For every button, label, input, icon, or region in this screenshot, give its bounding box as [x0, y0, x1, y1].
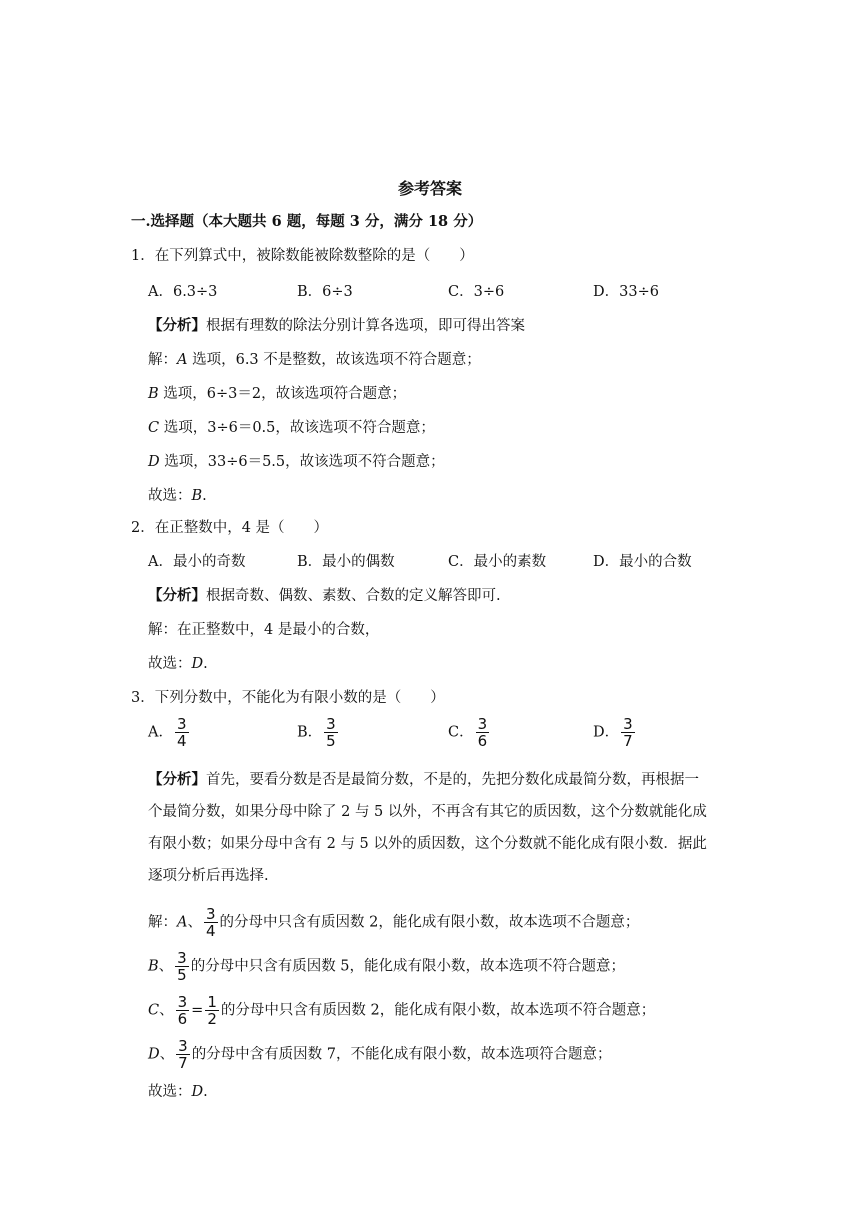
- option-letter: D: [148, 1046, 160, 1063]
- numerator: 1: [207, 993, 217, 1011]
- solution-text: 选项，33÷6＝5.5，故该选项不符合题意；: [159, 454, 445, 470]
- q3-option-c: [448, 716, 491, 749]
- numerator: 3: [177, 993, 188, 1011]
- denominator: 6: [177, 1010, 188, 1028]
- option-letter: B: [148, 386, 159, 402]
- denominator: 4: [205, 922, 216, 940]
- denominator: 6: [477, 732, 488, 750]
- q2-option-c: C．最小的素数: [448, 554, 547, 570]
- solution-text: 选项，6÷3＝2，故该选项符合题意；: [158, 386, 407, 402]
- section-heading: 一.选择题（本大题共 6 题，每题 3 分，满分 18 分）: [131, 213, 483, 230]
- separator: 、: [159, 1002, 174, 1019]
- q3-solution-a: [148, 906, 639, 939]
- fraction: [205, 994, 219, 1027]
- q3-analysis-line-1: [148, 770, 699, 790]
- option-letter: A: [177, 352, 188, 368]
- answer-prefix: 故选：: [148, 1084, 192, 1100]
- q2-answer: [148, 654, 208, 674]
- answer-suffix: .: [203, 1084, 208, 1100]
- denominator: 5: [326, 732, 336, 750]
- fraction: [621, 716, 635, 749]
- separator: 、: [158, 958, 174, 975]
- q1-solution-b: [148, 384, 406, 404]
- q3-analysis-line-3: 有限小数；如果分母中含有 2 与 5 以外的质因数，这个分数就不能化成有限小数．据此: [148, 836, 707, 852]
- page-title: 参考答案: [397, 179, 462, 198]
- q1-option-c: C．3÷6: [448, 284, 505, 300]
- denominator: 4: [176, 732, 187, 750]
- solution-prefix: 解：: [148, 352, 177, 368]
- numerator: 3: [177, 949, 187, 967]
- q2-analysis: [148, 586, 501, 606]
- answer-letter: D: [191, 1084, 204, 1100]
- option-label: A．: [148, 724, 173, 741]
- q1-answer: [148, 486, 207, 506]
- fraction: [324, 716, 338, 749]
- solution-text: 的分母中含有质因数 7，不能化成有限小数，故本选项符合题意；: [191, 1046, 612, 1063]
- option-label: C．: [448, 724, 474, 741]
- option-label: D．: [593, 724, 620, 741]
- solution-text: 选项，6.3 不是整数，故该选项不符合题意；: [187, 352, 481, 368]
- solution-text: 的分母中只含有质因数 5，能化成有限小数，故本选项不符合题意；: [190, 958, 626, 975]
- denominator: 7: [178, 1054, 188, 1072]
- analysis-text: 根据有理数的除法分别计算各选项，即可得出答案: [206, 318, 525, 334]
- q1-option-a: A．6.3÷3: [148, 284, 218, 300]
- solution-prefix: 解：: [148, 914, 177, 931]
- q2-option-d: D．最小的合数: [593, 554, 692, 570]
- analysis-text: 首先，要看分数是否是最简分数，不是的，先把分数化成最简分数，再根据一: [206, 772, 699, 788]
- separator: 、: [159, 1046, 175, 1063]
- q1-analysis: [148, 316, 525, 336]
- numerator: 3: [623, 715, 633, 733]
- option-letter: C: [148, 420, 160, 436]
- option-letter: D: [148, 454, 160, 470]
- q3-answer: [148, 1082, 208, 1102]
- answer-letter: D: [191, 656, 204, 672]
- numerator: 3: [477, 715, 488, 733]
- q2-solution: 解：在正整数中，4 是最小的合数，: [148, 622, 380, 638]
- fraction: [476, 716, 490, 749]
- q3-analysis-line-4: 逐项分析后再选择.: [148, 868, 269, 884]
- analysis-tag: 【分析】: [148, 771, 206, 788]
- numerator: 3: [178, 1037, 188, 1055]
- separator: 、: [187, 914, 202, 931]
- numerator: 3: [205, 905, 216, 923]
- q3-stem: 3．下列分数中，不能化为有限小数的是（ ）: [131, 690, 445, 706]
- answer-letter: B: [191, 488, 203, 504]
- q3-option-d: [593, 716, 637, 749]
- option-letter: C: [148, 1002, 160, 1019]
- solution-text: 的分母中只含有质因数 2，能化成有限小数，故本选项不符合题意；: [220, 1002, 656, 1019]
- denominator: 2: [207, 1010, 217, 1028]
- q2-option-b: B．最小的偶数: [297, 554, 395, 570]
- analysis-tag: 【分析】: [148, 317, 206, 334]
- answer-prefix: 故选：: [148, 488, 192, 504]
- fraction: [176, 994, 190, 1027]
- q2-stem: 2．在正整数中，4 是（ ）: [131, 520, 329, 536]
- option-label: B．: [297, 724, 323, 741]
- option-letter: B: [148, 958, 159, 975]
- q1-solution-c: [148, 418, 435, 438]
- equals-sign: =: [191, 1002, 204, 1019]
- q3-option-b: [297, 716, 340, 749]
- q3-solution-d: [148, 1038, 612, 1071]
- q3-option-a: [148, 716, 191, 749]
- answer-suffix: .: [202, 488, 207, 504]
- fraction: [176, 1038, 190, 1071]
- solution-text: 选项，3÷6＝0.5，故该选项不符合题意；: [159, 420, 435, 436]
- q2-option-a: A．最小的奇数: [148, 554, 246, 570]
- answer-suffix: .: [203, 656, 208, 672]
- option-letter: A: [177, 914, 188, 931]
- denominator: 7: [623, 732, 633, 750]
- q1-solution-d: [148, 452, 445, 472]
- analysis-text: 根据奇数、偶数、素数、合数的定义解答即可.: [206, 588, 501, 604]
- solution-text: 的分母中只含有质因数 2，能化成有限小数，故本选项不合题意；: [219, 914, 640, 931]
- q3-solution-b: [148, 950, 625, 983]
- numerator: 3: [176, 715, 187, 733]
- q3-analysis-line-2: 个最简分数，如果分母中除了 2 与 5 以外，不再含有其它的质因数，这个分数就能化成: [148, 804, 707, 820]
- q1-option-d: D．33÷6: [593, 284, 659, 300]
- q3-solution-c: [148, 994, 655, 1027]
- q1-option-b: B．6÷3: [297, 284, 353, 300]
- analysis-tag: 【分析】: [148, 587, 206, 604]
- fraction: [175, 950, 189, 983]
- answer-prefix: 故选：: [148, 656, 192, 672]
- denominator: 5: [177, 966, 187, 984]
- q1-solution-a: [148, 350, 481, 370]
- fraction: [175, 716, 189, 749]
- q1-stem: 1．在下列算式中，被除数能被除数整除的是（ ）: [131, 248, 474, 264]
- fraction: [204, 906, 218, 939]
- numerator: 3: [326, 715, 336, 733]
